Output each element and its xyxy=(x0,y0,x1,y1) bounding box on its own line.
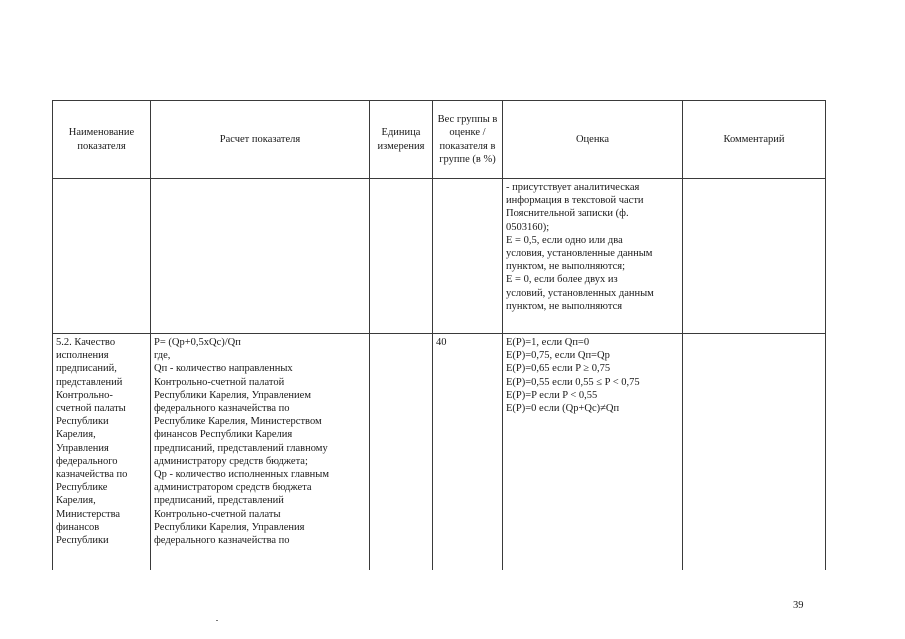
name-line: Республики xyxy=(56,416,109,428)
name-line: финансов xyxy=(56,521,100,533)
calculation-line: Республике Карелия, Министерством xyxy=(154,416,322,428)
assessment-line: E(P)=1, если Qп=0 xyxy=(506,337,590,348)
calculation-line: предписаний, представлений xyxy=(154,495,284,507)
calculation-line: Контрольно-счетной палаты xyxy=(154,508,281,520)
name-line: федерального xyxy=(56,455,118,467)
cell-weight xyxy=(433,179,503,334)
cell-unit xyxy=(370,334,433,571)
cell-calculation xyxy=(151,334,370,571)
calculation-line: федерального казначейства по xyxy=(154,403,290,415)
cell-indicator-name xyxy=(53,179,151,334)
calculation-line: где, xyxy=(154,350,171,362)
name-line: представлений xyxy=(56,376,123,388)
name-line: казначейства по xyxy=(56,469,128,481)
name-line: исполнения xyxy=(56,350,109,362)
assessment-line: пунктом, не выполняются xyxy=(506,300,623,312)
header-weight: Вес группы в оценке / показателя в группе (в %) xyxy=(433,101,503,179)
assessment-line: E(P)=0,75, если Qп=Qр xyxy=(506,350,610,362)
name-line: Управления xyxy=(56,442,109,454)
table-row xyxy=(53,179,826,334)
cell-assessment xyxy=(503,334,683,571)
assessment-line: условий, установленных данным xyxy=(506,287,654,299)
calculation-line: Контрольно-счетной палатой xyxy=(154,376,285,388)
cell-calculation xyxy=(151,179,370,334)
cell-indicator-name xyxy=(53,334,151,571)
header-unit: Единица измерения xyxy=(370,101,433,179)
header-assessment: Оценка xyxy=(503,101,683,179)
cell-comment xyxy=(683,334,826,571)
cell-comment xyxy=(683,179,826,334)
assessment-line: Е = 0,5, если одно или два xyxy=(506,234,623,246)
calculation-line: P= (Qр+0,5хQс)/Qп xyxy=(154,337,241,348)
page-number: 39 xyxy=(793,600,804,611)
table-row xyxy=(53,334,826,571)
name-line: предписаний, xyxy=(56,363,117,375)
name-line: Контрольно- xyxy=(56,389,113,401)
name-line: Карелия, xyxy=(56,495,96,507)
name-line: Республике xyxy=(56,482,108,494)
assessment-line: E(P)=0,55 если 0,55 ≤ P < 0,75 xyxy=(506,376,640,388)
calculation-line: Республики Карелия, Управления xyxy=(154,521,305,533)
calculation-line: администратором средств бюджета xyxy=(154,482,312,494)
name-line: 5.2. Качество xyxy=(56,337,116,348)
assessment-line: информация в текстовой части xyxy=(506,195,644,207)
table-header-row xyxy=(53,101,826,179)
assessment-line: Пояснительной записки (ф. xyxy=(506,208,629,220)
assessment-line: Е = 0, если более двух из xyxy=(506,274,618,286)
name-line: счетной палаты xyxy=(56,403,126,415)
calculation-line: финансов Республики Карелия xyxy=(154,429,293,441)
calculation-line: Qр - количество исполненных главным xyxy=(154,469,329,481)
cell-weight: 40 xyxy=(433,334,503,571)
header-calculation: Расчет показателя xyxy=(151,101,370,179)
assessment-line: условия, установленные данным xyxy=(506,248,653,260)
assessment-line: E(P)=0 если (Qр+Qс)≠Qп xyxy=(506,403,620,415)
calculation-line: Республики Карелия, Управлением xyxy=(154,389,311,401)
calculation-line: Qп - количество направленных xyxy=(154,363,293,375)
cell-unit xyxy=(370,179,433,334)
scan-artifact xyxy=(216,620,218,621)
assessment-line: 0503160); xyxy=(506,221,550,233)
calculation-line: предписаний, представлений главному xyxy=(154,442,328,454)
name-line: Карелия, xyxy=(56,429,96,441)
name-line: Министерства xyxy=(56,508,121,520)
assessment-line: - присутствует аналитическая xyxy=(506,182,640,193)
assessment-line: E(P)=0,65 если P ≥ 0,75 xyxy=(506,363,611,375)
assessment-line: пунктом, не выполняются; xyxy=(506,261,626,273)
calculation-line: федерального казначейства по xyxy=(154,535,290,547)
criteria-table xyxy=(52,100,826,570)
calculation-line: администратору средств бюджета; xyxy=(154,455,308,467)
header-comment: Комментарий xyxy=(683,101,826,179)
cell-assessment xyxy=(503,179,683,334)
name-line: Республики xyxy=(56,535,109,547)
assessment-line: E(P)=P если P < 0,55 xyxy=(506,389,598,401)
header-indicator-name: Наименование показателя xyxy=(53,101,151,179)
